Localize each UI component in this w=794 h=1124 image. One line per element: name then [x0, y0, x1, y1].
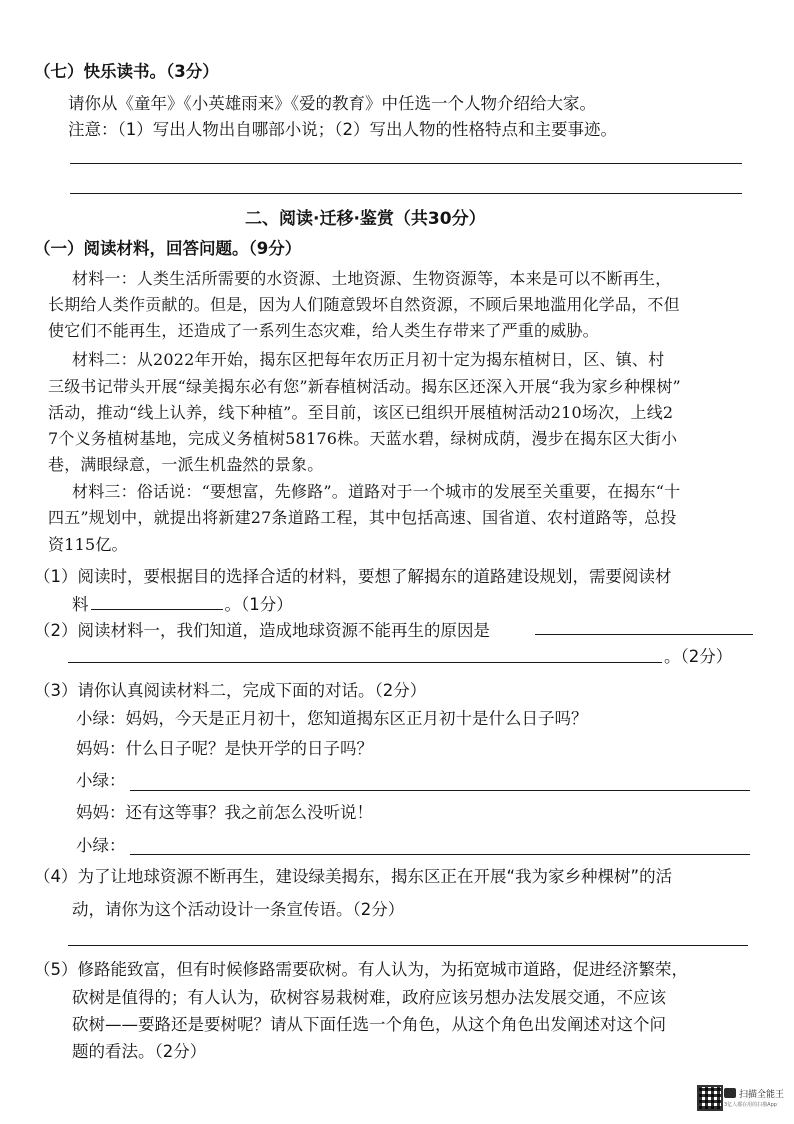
material2-line: 三级书记带头开展“绿美揭东必有您”新春植树活动。揭东区还深入开展“我为家乡种棵树” [48, 377, 681, 396]
q1-post: 。（1分） [224, 595, 293, 614]
answer-line-2[interactable] [70, 193, 742, 194]
q5-text: （5）修路能致富，但有时候修路需要砍树。有人认为，为拓宽城市道路，促进经济繁荣， [34, 960, 688, 979]
part2-title: 二、阅读·迁移·鉴赏（共30分） [245, 209, 486, 229]
material1-line: 长期给人类作贡献的。但是，因为人们随意毁坏自然资源，不顾后果地滥用化学品，不但 [48, 295, 680, 314]
q1-pre: 料 [72, 595, 89, 614]
q5-text: 砍树——要路还是要树呢？请从下面任选一个角色，从这个角色出发阐述对这个问 [72, 1015, 666, 1034]
q3-answer-line-2[interactable] [130, 854, 750, 855]
material2-line: 巷，满眼绿意，一派生机盎然的景象。 [48, 455, 324, 474]
q4-text: 动，请你为这个活动设计一条宣传语。（2分） [72, 900, 405, 919]
q1-text: （1）阅读时，要根据目的选择合适的材料，要想了解揭东的道路建设规划，需要阅读材 [34, 567, 672, 586]
q3-dialogue: 妈妈：还有这等事？我之前怎么没听说！ [76, 803, 373, 822]
material2-line: 7个义务植树基地，完成义务植树58176株。天蓝水碧，绿树成荫，漫步在揭东区大街小 [48, 429, 678, 448]
q3-dialogue: 小绿： [76, 771, 126, 790]
watermark-sub: 3亿人都在用的扫描App [724, 1102, 777, 1108]
q2-answer-line[interactable] [68, 662, 662, 663]
q5-text: 题的看法。（2分） [72, 1042, 207, 1061]
section7-note: 注意：（1）写出人物出自哪部小说；（2）写出人物的性格特点和主要事迹。 [68, 120, 617, 139]
material3-line: 资115亿。 [48, 535, 128, 554]
q2-score: 。（2分） [664, 647, 733, 666]
q3-dialogue: 妈妈：什么日子呢？是快开学的日子吗？ [76, 739, 373, 758]
answer-line-1[interactable] [70, 163, 742, 164]
q4-text: （4）为了让地球资源不断再生，建设绿美揭东，揭东区正在开展“我为家乡种棵树”的活 [34, 867, 673, 886]
q3-intro: （3）请你认真阅读材料二，完成下面的对话。（2分） [34, 681, 427, 700]
q1-answer-blank[interactable] [91, 595, 223, 610]
material2-line: 材料二：从2022年开始，揭东区把每年农历正月初十定为揭东植树日，区、镇、村 [72, 350, 665, 369]
watermark-name: 扫描全能王 [739, 1090, 785, 1100]
qr-code-icon [697, 1085, 723, 1111]
section7-prompt: 请你从《童年》《小英雄雨来》《爱的教育》中任选一个人物介绍给大家。 [68, 94, 596, 113]
q4-answer-line[interactable] [68, 945, 748, 946]
q3-dialogue: 小绿：妈妈，今天是正月初十，您知道揭东区正月初十是什么日子吗？ [76, 709, 588, 728]
part2-sub1: （一）阅读材料，回答问题。（9分） [34, 239, 302, 258]
q2-text: （2）阅读材料一，我们知道，造成地球资源不能再生的原因是 [34, 621, 490, 640]
q5-text: 砍树是值得的；有人认为，砍树容易栽树难，政府应该另想办法发展交通，不应该 [72, 988, 666, 1007]
material3-line: 四五”规划中，就提出将新建27条道路工程，其中包括高速、国省道、农村道路等，总投 [48, 508, 677, 527]
q2-answer-blank[interactable] [535, 634, 753, 635]
camscanner-logo-icon [724, 1088, 736, 1098]
material2-line: 活动，推动“线上认养，线下种植”。至目前，该区已组织开展植树活动210场次，上线2 [48, 403, 674, 422]
material1-line: 材料一：人类生活所需要的水资源、土地资源、生物资源等，本来是可以不断再生， [72, 269, 672, 288]
material1-line: 使它们不能再生，还造成了一系列生态灾难，给人类生存带来了严重的威胁。 [48, 321, 599, 340]
q3-dialogue: 小绿： [76, 836, 126, 855]
q3-answer-line-1[interactable] [130, 790, 750, 791]
q1-line2 [72, 595, 293, 614]
material3-line: 材料三：俗话说：“要想富，先修路”。道路对于一个城市的发展至关重要，在揭东“十 [72, 482, 681, 501]
section7-title: （七）快乐读书。（3分） [34, 62, 219, 81]
